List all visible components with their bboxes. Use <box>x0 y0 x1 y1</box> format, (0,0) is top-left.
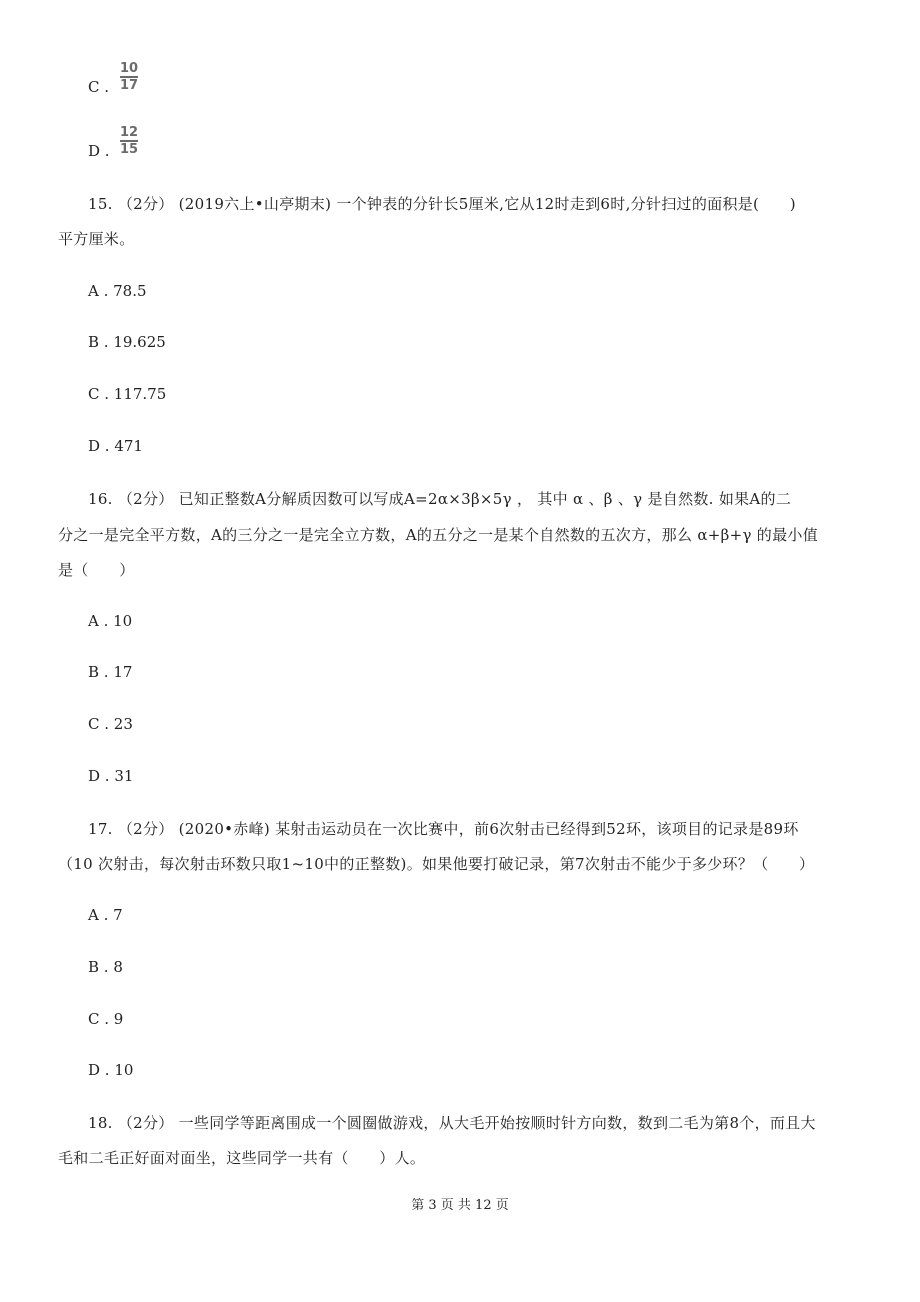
q14-option-c-fraction <box>120 62 138 92</box>
q15-option-d[interactable]: D . 471 <box>88 437 143 455</box>
q17-stem-line-2: （10 次射击，每次射击环数只取1~10中的正整数)。如果他要打破记录，第7次射击不能少于多少环？（ ） <box>58 855 815 873</box>
q16-stem-line-2: 分之一是完全平方数，A的三分之一是完全立方数，A的五分之一是某个自然数的五次方，那么 α+β+γ 的最小值 <box>58 526 819 544</box>
q17-option-b[interactable]: B . 8 <box>88 958 123 976</box>
q15-option-b[interactable]: B . 19.625 <box>88 333 166 351</box>
q16-stem-line-1: 16. （2分） 已知正整数A分解质因数可以写成A=2α×3β×5γ ， 其中 α 、β 、γ 是自然数. 如果A的二 <box>88 490 792 508</box>
q15-stem-line-2: 平方厘米。 <box>58 230 135 248</box>
q18-stem-line-1: 18. （2分） 一些同学等距离围成一个圆圈做游戏，从大毛开始按顺时针方向数，数到二毛为第8个，而且大 <box>88 1114 816 1132</box>
q15-option-a[interactable]: A . 78.5 <box>88 282 147 300</box>
q16-option-b[interactable]: B . 17 <box>88 663 133 681</box>
q17-option-c[interactable]: C . 9 <box>88 1010 124 1028</box>
q16-option-c[interactable]: C . 23 <box>88 715 133 733</box>
q16-option-a[interactable]: A . 10 <box>88 612 133 630</box>
q15-stem-line-1: 15. （2分） (2019六上•山亭期末) 一个钟表的分针长5厘米,它从12时走到6时,分针扫过的面积是( ) <box>88 195 796 213</box>
q16-stem-line-3: 是（ ） <box>58 561 135 579</box>
fraction-denominator: 15 <box>120 141 139 157</box>
q15-option-c[interactable]: C . 117.75 <box>88 385 167 403</box>
fraction-numerator: 12 <box>120 125 139 140</box>
page-footer: 第 3 页 共 12 页 <box>411 1198 509 1213</box>
q16-option-d[interactable]: D . 31 <box>88 767 134 785</box>
q14-option-d-label: D . <box>88 142 110 160</box>
fraction-numerator: 10 <box>120 61 139 76</box>
q14-option-c-label: C . <box>88 78 110 96</box>
q17-stem-line-1: 17. （2分） (2020•赤峰) 某射击运动员在一次比赛中，前6次射击已经得到52环，该项目的记录是89环 <box>88 820 799 838</box>
q14-option-d-fraction <box>120 126 138 156</box>
q17-option-d[interactable]: D . 10 <box>88 1061 134 1079</box>
q18-stem-line-2: 毛和二毛正好面对面坐，这些同学一共有（ ）人。 <box>58 1149 426 1167</box>
fraction-denominator: 17 <box>120 77 139 93</box>
q17-option-a[interactable]: A . 7 <box>88 906 123 924</box>
